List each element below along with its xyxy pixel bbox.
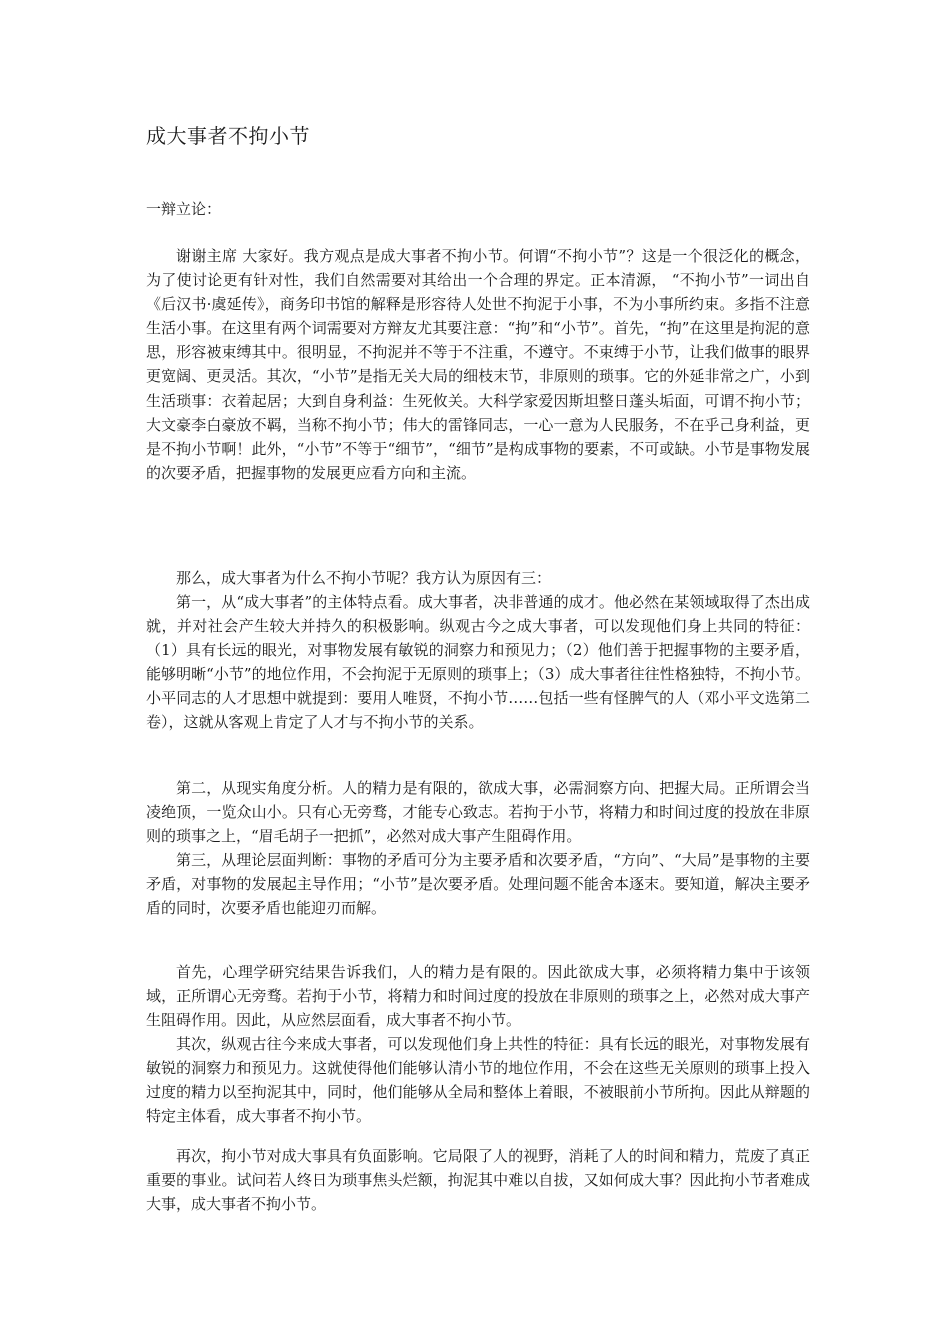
section-label: 一辩立论： xyxy=(146,200,222,218)
paragraph-reason-first: 第一，从“成大事者”的主体特点看。成大事者，决非普通的成才。他必然在某领域取得了杰出成就，并对社会产生较大并持久的积极影响。纵观古今之成大事者，可以发现他们身上共同的特征：（1）具有长远的眼光，对事物发展有敏锐的洞察力和预见力；（2）他们善于把握事物的主要矛盾，能够明晰“小节”的地位作用，不会拘泥于无原则的琐事上；（3）成大事者往往性格独特，不拘小节。小平同志的人才思想中就提到：要用人唯贤，不拘小节……包括一些有怪脾气的人（邓小平文选第二卷），这就从客观上肯定了人才与不拘小节的关系。 xyxy=(146,593,810,732)
paragraph-thirdly: 再次，拘小节对成大事具有负面影响。它局限了人的视野，消耗了人的时间和精力，荒废了真正重要的事业。试问若人终日为琐事焦头烂额，拘泥其中难以自拔，又如何成大事？因此拘小节者难成大事，成大事者不拘小节。 xyxy=(146,1147,810,1214)
paragraph-firstly: 首先，心理学研究结果告诉我们，人的精力是有限的。因此欲成大事，必须将精力集中于该领域，正所谓心无旁骛。若拘于小节，将精力和时间过度的投放在非原则的琐事之上，必然对成大事产生阻碍作用。因此，从应然层面看，成大事者不拘小节。 xyxy=(146,963,810,1030)
paragraph-secondly: 其次，纵观古往今来成大事者，可以发现他们身上共性的特征：具有长远的眼光，对事物发展有敏锐的洞察力和预见力。这就使得他们能够认清小节的地位作用，不会在这些无关原则的琐事上投入过度的精力以至拘泥其中，同时，他们能够从全局和整体上着眼，不被眼前小节所拘。因此从辩题的特定主体看，成大事者不拘小节。 xyxy=(146,1035,810,1126)
paragraph-definition: 谢谢主席 大家好。我方观点是成大事者不拘小节。何谓“不拘小节”？这是一个很泛化的概念，为了使讨论更有针对性，我们自然需要对其给出一个合理的界定。正本清源， “不拘小节”一词出自《后汉书·虞延传》，商务印书馆的解释是形容待人处世不拘泥于小事，不为小事所约束。多指不注意生活小事。在这里有两个词需要对方辩友尤其要注意：“拘”和“小节”。首先，“拘”在这里是拘泥的意思，形容被束缚其中。很明显，不拘泥并不等于不注重，不遵守。不束缚于小节，让我们做事的眼界更宽阔、更灵活。其次，“小节”是指无关大局的细枝末节，非原则的琐事。它的外延非常之广，小到生活琐事：衣着起居；大到自身利益：生死攸关。大科学家爱因斯坦整日蓬头垢面，可谓不拘小节；大文豪李白豪放不羁，当称不拘小节；伟大的雷锋同志，一心一意为人民服务，不在乎己身利益，更是不拘小节啊！此外，“小节”不等于“细节”，“细节”是构成事物的要素，不可或缺。小节是事物发展的次要矛盾，把握事物的发展更应看方向和主流。 xyxy=(146,247,810,482)
paragraph-reasons-intro: 那么，成大事者为什么不拘小节呢？我方认为原因有三： xyxy=(176,569,552,587)
paragraph-reason-second: 第二，从现实角度分析。人的精力是有限的，欲成大事，必需洞察方向、把握大局。正所谓会当凌绝顶，一览众山小。只有心无旁骛，才能专心致志。若拘于小节，将精力和时间过度的投放在非原则的琐事之上，“眉毛胡子一把抓”，必然对成大事产生阻碍作用。 xyxy=(146,779,810,846)
paragraph-reason-third: 第三，从理论层面判断：事物的矛盾可分为主要矛盾和次要矛盾，“方向”、“大局”是事物的主要矛盾，对事物的发展起主导作用；“小节”是次要矛盾。处理问题不能舍本逐末。要知道，解决主要矛盾的同时，次要矛盾也能迎刃而解。 xyxy=(146,851,810,918)
document-title: 成大事者不拘小节 xyxy=(146,124,310,148)
